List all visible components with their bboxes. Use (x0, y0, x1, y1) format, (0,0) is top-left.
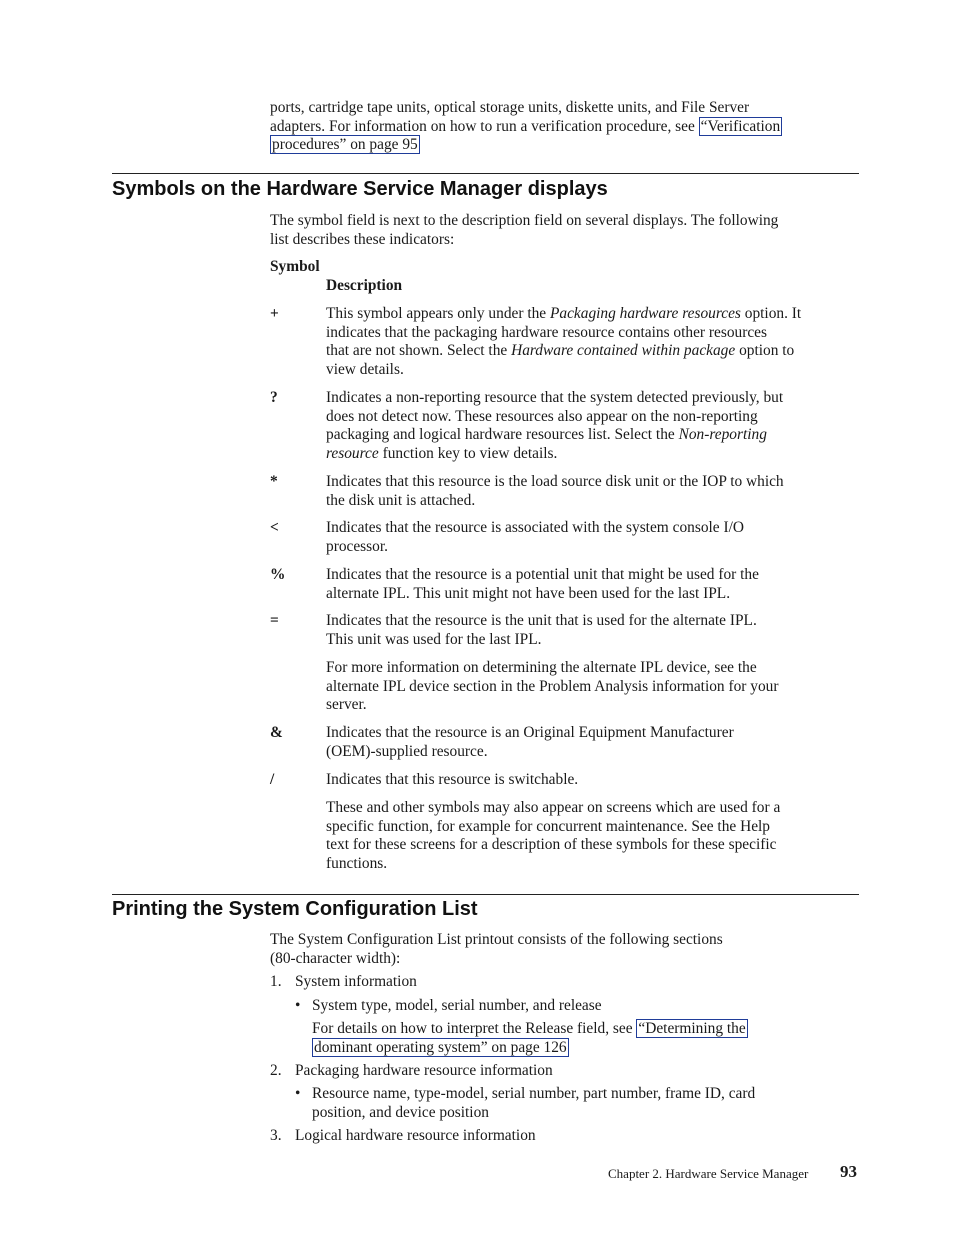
intro-line-2: adapters. For information on how to run a verification procedure, see “Verification (270, 117, 781, 135)
symbol-question: ? (270, 389, 278, 406)
desc-less-than: Indicates that the resource is associated with the system console I/O processor. (326, 519, 744, 555)
section-divider-2 (112, 894, 859, 895)
desc-asterisk: Indicates that this resource is the load source disk unit or the IOP to which the disk unit is attached. (326, 473, 784, 509)
determining-dominant-os-link[interactable]: “Determining the (638, 1020, 746, 1037)
bullet-system-type: System type, model, serial number, and release (312, 997, 602, 1014)
desc-percent: Indicates that the resource is a potential unit that might be used for the alternate IPL. This unit might not have been used for the last IPL. (326, 566, 759, 602)
note-other-symbols: These and other symbols may also appear on screens which are used for a specific function, for example for concurrent maintenance. See the Help text for these screens for a description of these symbols for these specific functions. (326, 799, 781, 872)
note-release-field: For details on how to interpret the Release field, see “Determining the dominant operating system” on page 126 (312, 1020, 746, 1056)
intro-line-3 (270, 136, 860, 155)
footer-chapter: Chapter 2. Hardware Service Manager (608, 1166, 809, 1181)
bullet-icon: • (295, 1085, 301, 1102)
symbol-less-than: < (270, 519, 279, 536)
symbol-percent: % (270, 566, 286, 583)
section1-intro: The symbol field is next to the description field on several displays. The following list describes these indicators: (270, 212, 779, 248)
symbol-plus: + (270, 305, 279, 322)
bullet-resource-name: Resource name, type-model, serial number, part number, frame ID, card position, and device position (312, 1085, 756, 1121)
verification-procedures-link[interactable]: “Verification (700, 117, 781, 135)
list-number-2: 2. (270, 1062, 282, 1079)
desc-plus: This symbol appears only under the Packaging hardware resources option. It indicates that the packaging hardware resource contains other resources that are not shown. Select the Hardware contained within package option to view details. (326, 305, 802, 378)
footer-page-number: 93 (840, 1162, 857, 1181)
desc-equals: Indicates that the resource is the unit that is used for the alternate IPL. This unit was used for the last IPL. (326, 612, 757, 648)
list-item-system-information: System information (295, 973, 417, 990)
desc-slash: Indicates that this resource is switchable. (326, 771, 579, 788)
section-divider-1 (112, 173, 859, 174)
desc-question: Indicates a non-reporting resource that the system detected previously, but does not detect now. These resources also appear on the non-reporting packaging and logical hardware resources list. Select the Non-reporting resource function key to view details. (326, 389, 784, 462)
bullet-icon: • (295, 997, 301, 1014)
list-number-3: 3. (270, 1127, 282, 1144)
section-heading-symbols: Symbols on the Hardware Service Manager displays (112, 178, 608, 200)
list-item-packaging-hardware: Packaging hardware resource information (295, 1062, 553, 1079)
note-alternate-ipl: For more information on determining the alternate IPL device, see the alternate IPL device section in the Problem Analysis information for your server. (326, 659, 779, 714)
section-heading-printing: Printing the System Configuration List (112, 898, 478, 920)
section2-intro: The System Configuration List printout consists of the following sections (80-character width): (270, 931, 723, 967)
column-header-symbol: Symbol (270, 258, 320, 275)
verification-procedures-link-cont[interactable]: procedures” on page 95 (272, 136, 418, 154)
symbol-asterisk: * (270, 473, 278, 490)
intro-line-1: ports, cartridge tape units, optical storage units, diskette units, and File Server (270, 99, 750, 116)
determining-dominant-os-link-cont[interactable]: dominant operating system” on page 126 (314, 1038, 567, 1056)
intro-paragraph (270, 99, 860, 155)
symbol-ampersand: & (270, 724, 283, 741)
desc-ampersand: Indicates that the resource is an Original Equipment Manufacturer (OEM)-supplied resource. (326, 724, 734, 760)
list-item-logical-hardware: Logical hardware resource information (295, 1127, 536, 1144)
symbol-equals: = (270, 612, 279, 629)
symbol-slash: / (270, 771, 275, 788)
list-number-1: 1. (270, 973, 282, 990)
column-header-description: Description (326, 277, 403, 294)
